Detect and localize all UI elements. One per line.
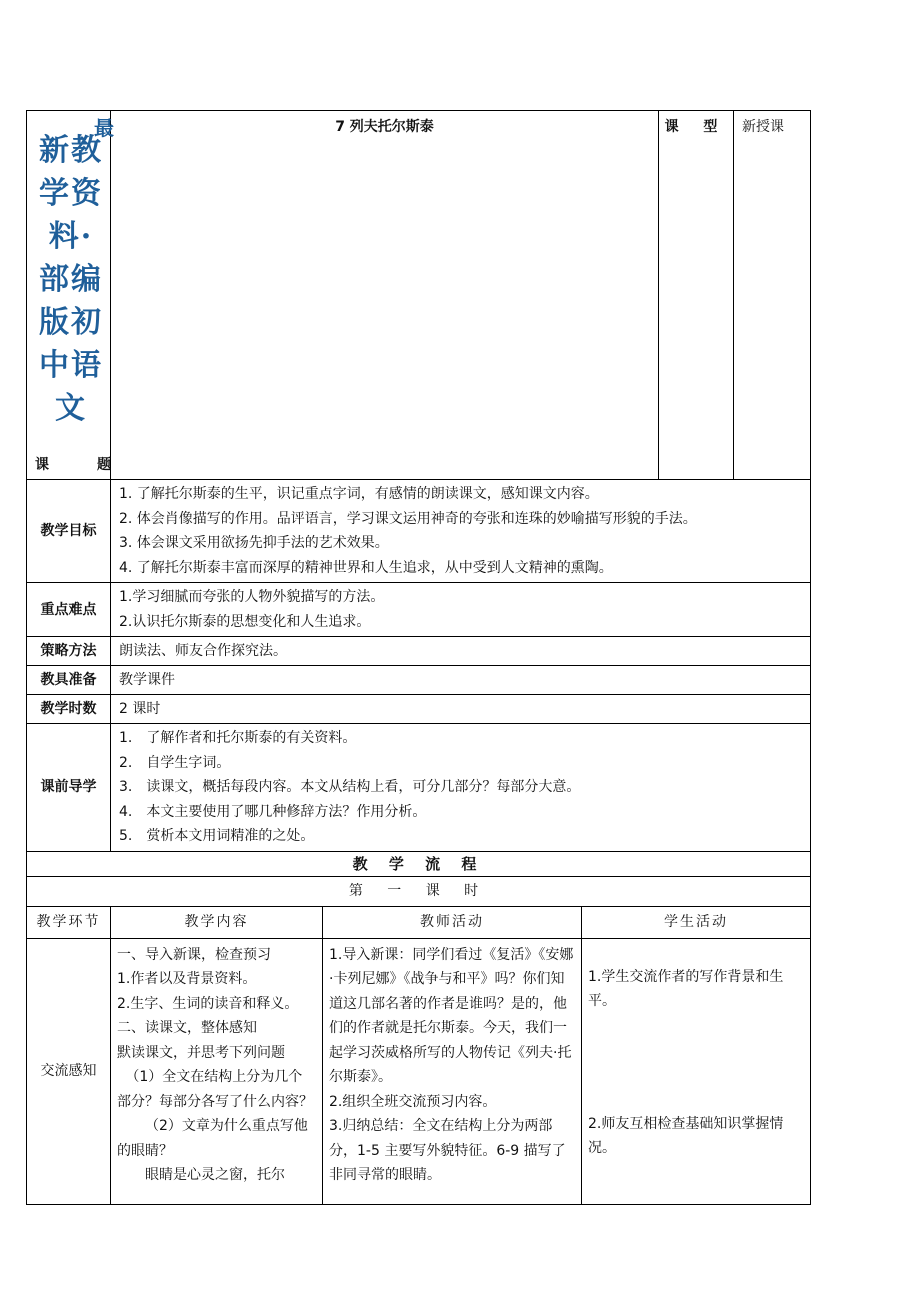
teacher-cell: [323, 938, 582, 1204]
teacher-line: 2.组织全班交流预习内容。: [329, 1093, 497, 1110]
hours-row: [27, 695, 811, 724]
header-row: [27, 111, 811, 480]
key-points-label: 重点难点: [27, 583, 111, 637]
content-line: （1）全文在结构上分为几个部分？每部分各写了什么内容？: [117, 1069, 313, 1110]
column-header-row: [27, 906, 811, 938]
objective-item: 4. 了解托尔斯泰丰富而深厚的精神世界和人生追求，从中受到人文精神的熏陶。: [119, 559, 613, 576]
objectives-label: 教学目标: [27, 480, 111, 583]
content-cell: [111, 938, 323, 1204]
flow-row: [27, 938, 811, 1204]
preview-label: 课前导学: [27, 724, 111, 852]
content-line: 眼睛是心灵之窗，托尔: [145, 1167, 285, 1183]
content-line: 2.生字、生词的读音和释义。: [117, 995, 299, 1012]
lesson-type-label: 课 型: [659, 111, 734, 480]
flow-title-row: [27, 851, 811, 876]
key-point-item: 1.学习细腻而夸张的人物外貌描写的方法。: [119, 589, 385, 605]
topic-label: 课 题: [35, 457, 111, 473]
strategy-label: 策略方法: [27, 637, 111, 666]
preview-item: 4. 本文主要使用了哪几种修辞方法？作用分析。: [119, 803, 427, 820]
column-header-stage: 教学环节: [27, 906, 111, 938]
objectives-row: [27, 480, 811, 583]
preview-item: 3. 读课文，概括每段内容。本文从结构上看，可分几部分？每部分大意。: [119, 779, 581, 795]
topic-label-cell: [27, 111, 114, 480]
key-points-list: [111, 583, 811, 637]
objective-item: 2. 体会肖像描写的作用。品评语言，学习课文运用神奇的夸张和连珠的妙喻描写形貌的手法。: [119, 510, 697, 527]
content-line: （2）文章为什么重点写他的眼睛？: [117, 1118, 308, 1159]
content-line: 二、读课文，整体感知: [117, 1020, 257, 1036]
materials-row: [27, 666, 811, 695]
preview-row: [27, 724, 811, 852]
lesson-type-value: 新授课: [734, 111, 811, 480]
objective-item: 1. 了解托尔斯泰的生平，识记重点字词，有感情的朗读课文，感知课文内容。: [119, 486, 599, 502]
strategy-value: 朗读法、师友合作探究法。: [111, 637, 811, 666]
hours-label: 教学时数: [27, 695, 111, 724]
preview-item: 2. 自学生字词。: [119, 754, 231, 771]
period-title: 第 一 课 时: [27, 876, 811, 906]
column-header-content: 教学内容: [111, 906, 323, 938]
lesson-plan-table: [26, 110, 811, 1205]
teacher-line: 1.导入新课：同学们看过《复活》《安娜·卡列尼娜》《战争与和平》吗？你们知道这几部名著的作者是谁吗？是的，他们的作者就是托尔斯泰。今天，我们一起学习茨威格所写的人物传记《列夫·托尔斯泰》。: [329, 946, 574, 1085]
preview-list: [111, 724, 811, 852]
objectives-list: [111, 480, 811, 583]
content-line: 默读课文，并思考下列问题: [117, 1044, 285, 1061]
student-cell: [582, 938, 811, 1204]
column-header-student: 学生活动: [582, 906, 811, 938]
student-line: 1.学生交流作者的写作背景和生平。: [588, 968, 784, 1009]
period-title-row: [27, 876, 811, 906]
preview-item: 5. 赏析本文用词精准的之处。: [119, 828, 315, 844]
strategy-row: [27, 637, 811, 666]
lesson-title: 7 列夫托尔斯泰: [111, 111, 659, 480]
flow-title: 教 学 流 程: [27, 851, 811, 876]
content-line: 一、导入新课，检查预习: [117, 946, 271, 963]
watermark-stamp: 新教 学资 料· 部编 版初 中语 文: [39, 133, 103, 426]
stage-cell: 交流感知: [27, 938, 111, 1204]
materials-value: 教学课件: [111, 666, 811, 695]
key-points-row: [27, 583, 811, 637]
lesson-plan-page: [26, 110, 810, 1205]
hours-value: 2 课时: [111, 695, 811, 724]
content-line: 1.作者以及背景资料。: [117, 971, 257, 987]
teacher-line: 3.归纳总结：全文在结构上分为两部分，1-5 主要写外貌特征。6-9 描写了非同寻常的眼睛。: [329, 1118, 566, 1183]
student-line: 2.师友互相检查基础知识掌握情况。: [588, 1115, 784, 1156]
materials-label: 教具准备: [27, 666, 111, 695]
watermark-top-char: 最: [94, 116, 114, 140]
objective-item: 3. 体会课文采用欲扬先抑手法的艺术效果。: [119, 535, 389, 551]
key-point-item: 2.认识托尔斯泰的思想变化和人生追求。: [119, 613, 371, 630]
column-header-teacher: 教师活动: [323, 906, 582, 938]
preview-item: 1. 了解作者和托尔斯泰的有关资料。: [119, 730, 357, 746]
